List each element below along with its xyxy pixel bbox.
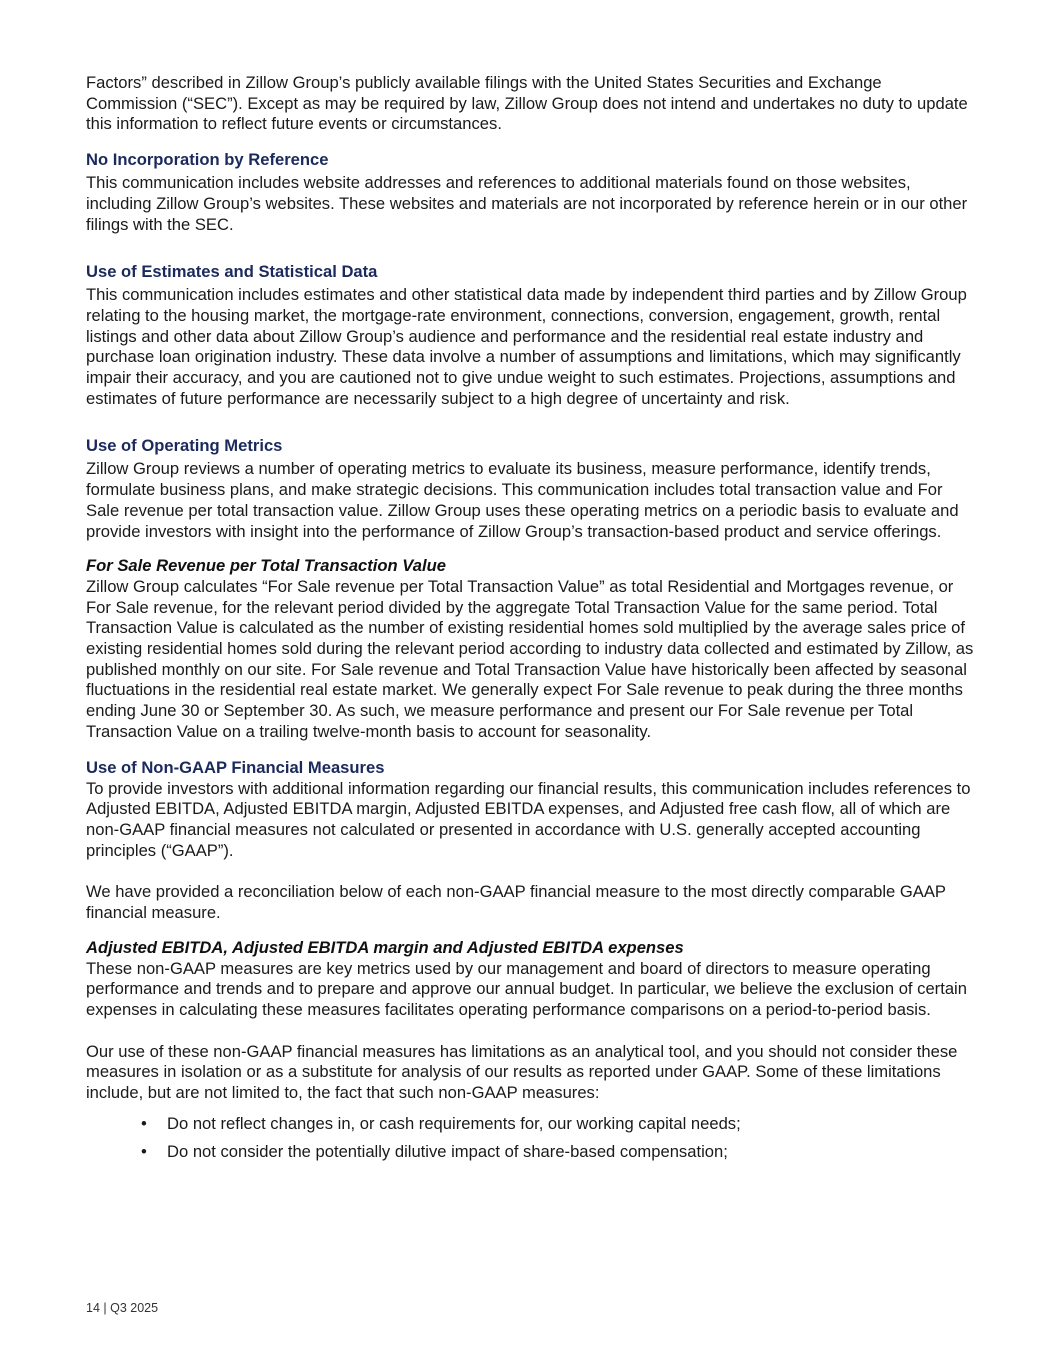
non-gaap-reconciliation-paragraph: We have provided a reconciliation below of each non-GAAP financial measure to the most directly comparable GAAP financial measure. xyxy=(86,882,946,923)
for-sale-revenue-paragraph: Zillow Group calculates “For Sale revenue per Total Transaction Value” as total Residential and Mortgages revenue, or For Sale revenue, for the relevant period divided by the aggregate Total Transaction Value for the same period. Total Transaction Value is calculated as the number of existing residential homes sold multiplied by the average sales price of existing residential homes sold during the relevant period according to industry data collected and estimated by Zillow, as published monthly on our site. For Sale revenue and Total Transaction Value have historically been affected by seasonal fluctuations in the residential real estate market. We generally expect For Sale revenue to peak during the three months ending June 30 or September 30. As such, we measure performance and present our For Sale revenue per Total Transaction Value on a trailing twelve-month basis to account for seasonality. xyxy=(86,576,974,741)
operating-metrics-heading: Use of Operating Metrics xyxy=(86,436,283,456)
page-footer: 14 | Q3 2025 xyxy=(86,1301,159,1315)
estimates-paragraph: This communication includes estimates and other statistical data made by independent third parties and by Zillow Group relating to the housing market, the mortgage-rate environment, connections, conversion, engagement, growth, rental listings and other data about Zillow Group’s audience and performance and the residential real estate industry and purchase loan origination industry. These data involve a number of assumptions and limitations, which may significantly impair their accuracy, and you are cautioned not to give undue weight to such estimates. Projections, assumptions and estimates of future performance are necessarily subject to a high degree of uncertainty and risk. xyxy=(86,285,967,408)
no-incorporation-paragraph: This communication includes website addresses and references to additional materials found on those websites, including Zillow Group’s websites. These websites and materials are not incorporated by reference herein or in our other filings with the SEC. xyxy=(86,173,968,234)
intro-paragraph: Factors” described in Zillow Group’s publicly available filings with the United States Securities and Exchange Commission (“SEC”). Except as may be required by law, Zillow Group does not intend and undertakes no duty to update this information to reflect future events or circumstances. xyxy=(86,73,968,134)
list-item-text: Do not reflect changes in, or cash requirements for, our working capital needs; xyxy=(167,1113,741,1133)
list-item xyxy=(86,1110,976,1138)
list-item xyxy=(86,1138,976,1166)
bullet-icon: • xyxy=(141,1141,147,1161)
document-page xyxy=(86,73,976,1166)
list-item-text: Do not consider the potentially dilutive impact of share-based compensation; xyxy=(167,1141,728,1161)
operating-metrics-paragraph: Zillow Group reviews a number of operating metrics to evaluate its business, measure performance, identify trends, formulate business plans, and make strategic decisions. This communication includes total transaction value and For Sale revenue per total transaction value. Zillow Group uses these operating metrics on a periodic basis to evaluate and provide investors with insight into the performance of Zillow Group’s transaction-based product and service offerings. xyxy=(86,459,959,541)
non-gaap-heading: Use of Non-GAAP Financial Measures xyxy=(86,757,385,777)
for-sale-revenue-heading: For Sale Revenue per Total Transaction Value xyxy=(86,556,446,576)
no-incorporation-heading: No Incorporation by Reference xyxy=(86,150,329,170)
non-gaap-paragraph: To provide investors with additional information regarding our financial results, this communication includes references to Adjusted EBITDA, Adjusted EBITDA margin, Adjusted EBITDA expenses, and Adjusted free cash flow, all of which are non-GAAP financial measures not calculated or presented in accordance with U.S. generally accepted accounting principles (“GAAP”). xyxy=(86,778,971,860)
estimates-heading: Use of Estimates and Statistical Data xyxy=(86,262,378,282)
adjusted-ebitda-limitations-paragraph: Our use of these non-GAAP financial measures has limitations as an analytical tool, and you should not consider these measures in isolation or as a substitute for analysis of our results as reported under GAAP. Some of these limitations include, but are not limited to, the fact that such non-GAAP measures: xyxy=(86,1041,958,1103)
adjusted-ebitda-paragraph: These non-GAAP measures are key metrics used by our management and board of directors to measure operating performance and trends and to prepare and approve our annual budget. In particular, we believe the exclusion of certain expenses in calculating these measures facilitates operating performance comparisons on a period-to-period basis. xyxy=(86,958,967,1019)
limitations-list xyxy=(86,1110,976,1166)
bullet-icon: • xyxy=(141,1113,147,1133)
adjusted-ebitda-heading: Adjusted EBITDA, Adjusted EBITDA margin and Adjusted EBITDA expenses xyxy=(86,937,684,957)
